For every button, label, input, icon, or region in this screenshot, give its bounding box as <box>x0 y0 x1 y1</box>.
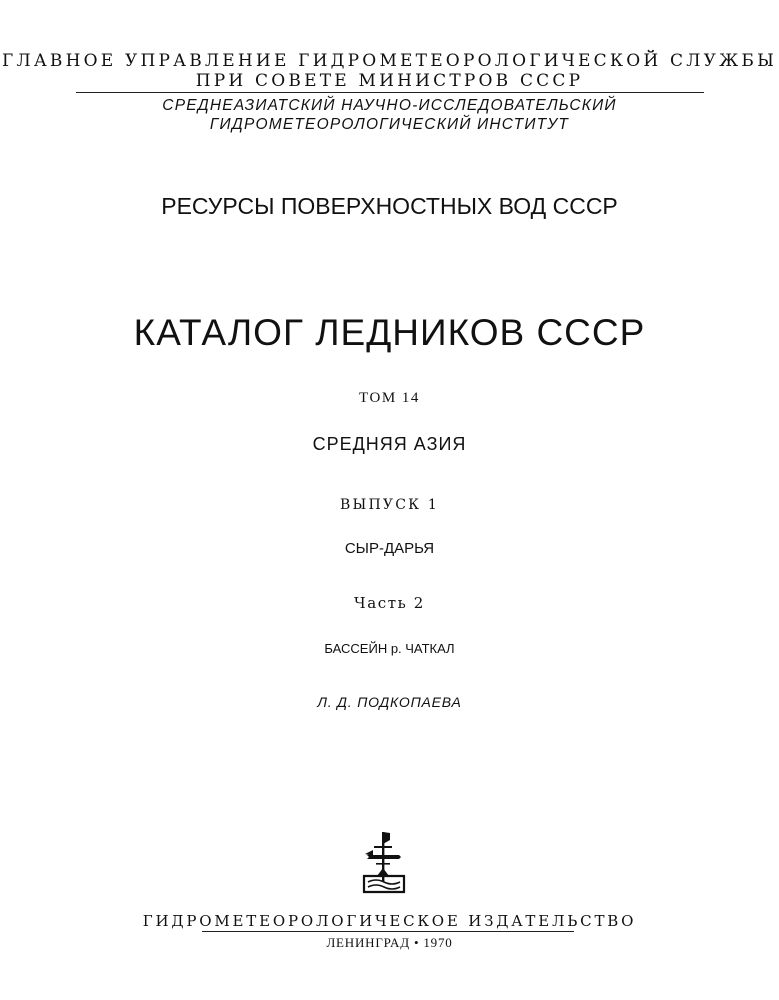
publisher-name: ГИДРОМЕТЕОРОЛОГИЧЕСКОЕ ИЗДАТЕЛЬСТВО <box>142 912 637 930</box>
basin-name: БАССЕЙН р. ЧАТКАЛ <box>324 641 455 656</box>
city-and-year: ЛЕНИНГРАД • 1970 <box>326 935 453 950</box>
region-name: СРЕДНЯЯ АЗИЯ <box>312 434 467 454</box>
main-title: КАТАЛОГ ЛЕДНИКОВ СССР <box>133 312 646 353</box>
river-name: СЫР-ДАРЬЯ <box>344 540 435 557</box>
footer-divider <box>202 931 574 932</box>
issue-number: ВЫПУСК 1 <box>340 497 439 513</box>
author-name: Л. Д. ПОДКОПАЕВА <box>317 694 462 710</box>
volume-number: ТОМ 14 <box>359 390 420 406</box>
organization-line-2: ПРИ СОВЕТЕ МИНИСТРОВ СССР <box>195 71 584 91</box>
series-title: РЕСУРСЫ ПОВЕРХНОСТНЫХ ВОД СССР <box>161 193 618 219</box>
header-divider <box>76 92 704 93</box>
organization-line-1: ГЛАВНОЕ УПРАВЛЕНИЕ ГИДРОМЕТЕОРОЛОГИЧЕСКОЙ СЛУЖБЫ <box>2 51 777 71</box>
weather-vane-icon <box>359 830 409 900</box>
part-number: Часть 2 <box>354 594 425 612</box>
institute-line-1: СРЕДНЕАЗИАТСКИЙ НАУЧНО-ИССЛЕДОВАТЕЛЬСКИЙ <box>162 97 617 114</box>
institute-line-2: ГИДРОМЕТЕОРОЛОГИЧЕСКИЙ ИНСТИТУТ <box>209 116 570 133</box>
